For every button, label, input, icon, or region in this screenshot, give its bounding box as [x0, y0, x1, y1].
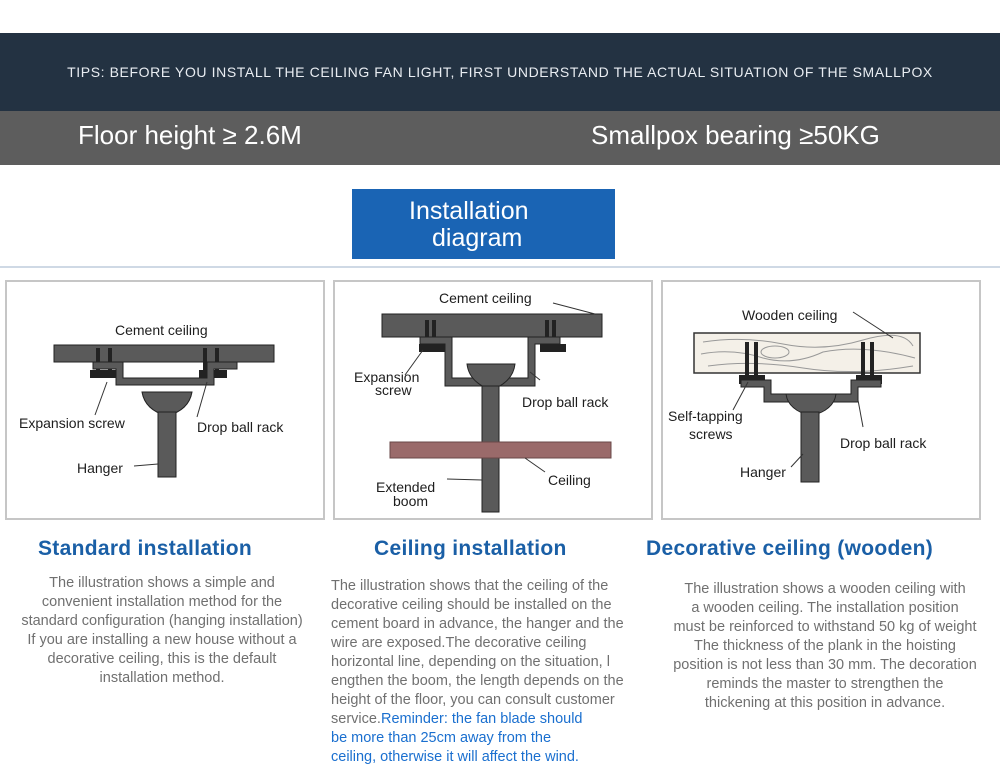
- leader-boom: [447, 479, 482, 480]
- desc-line: The illustration shows that the ceiling of the: [331, 578, 609, 594]
- cement-ceiling-slab: [54, 345, 274, 362]
- wooden-ceiling-description: [658, 580, 992, 713]
- ceiling-installation-diagram: [333, 280, 653, 520]
- desc-line: The illustration shows a simple and: [49, 575, 275, 591]
- requirements-bar: [0, 111, 1000, 165]
- leader-hanger: [134, 464, 158, 466]
- desc-line: wire are exposed.The decorative ceiling: [331, 635, 587, 651]
- top-margin: [0, 0, 1000, 33]
- desc-line: The thickness of the plank in the hoisting: [694, 638, 956, 654]
- expansion-screw-right: [203, 348, 207, 372]
- desc-line: If you are installing a new house without a: [27, 632, 297, 648]
- desc-line: installation method.: [99, 670, 225, 686]
- cement-ceiling-slab: [382, 314, 602, 337]
- wooden-ceiling-title: Decorative ceiling (wooden): [646, 537, 933, 560]
- tips-text: TIPS: BEFORE YOU INSTALL THE CEILING FAN LIGHT, FIRST UNDERSTAND THE ACTUAL SITUATION OF THE SMALLPOX: [67, 64, 933, 80]
- label-boom-line-1: Extended: [376, 479, 436, 495]
- desc-line: position is not less than 30 mm. The decoration: [673, 657, 977, 673]
- label-self-tapping-line-1: Self-tapping: [668, 408, 743, 424]
- desc-line: cement board in advance, the hanger and the: [331, 616, 624, 632]
- label-hanger: Hanger: [77, 460, 123, 476]
- desc-line: horizontal line, depending on the situation, l: [331, 654, 610, 670]
- ceiling-installation-title: Ceiling installation: [374, 537, 567, 560]
- desc-line: The illustration shows a wooden ceiling with: [684, 581, 966, 597]
- label-boom-line-2: boom: [393, 493, 429, 509]
- standard-installation-title: Standard installation: [38, 537, 252, 560]
- label-hanger: Hanger: [740, 464, 786, 480]
- leader-ceiling: [525, 458, 545, 472]
- label-drop-ball-rack: Drop ball rack: [522, 394, 609, 410]
- leader-drop: [197, 382, 207, 417]
- divider-line: [0, 266, 1000, 268]
- desc-line: height of the floor, you can consult customer: [331, 692, 615, 708]
- wooden-ceiling-diagram: [661, 280, 981, 520]
- bearing-requirement: Smallpox bearing ≥50KG: [591, 120, 880, 150]
- self-tapping-screw-left-2: [754, 342, 758, 380]
- self-tapping-screw-left: [745, 342, 749, 380]
- standard-installation-description: [2, 574, 322, 688]
- label-drop-ball-rack: Drop ball rack: [197, 419, 284, 435]
- label-expansion-line-2: screw: [375, 382, 412, 398]
- reminder-text: be more than 25cm away from the: [331, 730, 552, 746]
- label-expansion-line-1: Expansion: [354, 369, 420, 385]
- label-ceiling: Ceiling: [548, 472, 591, 488]
- tips-banner: [0, 33, 1000, 111]
- wooden-ceiling-plank: [694, 333, 920, 373]
- desc-line: a wooden ceiling. The installation position: [691, 600, 959, 616]
- installation-diagram-title: [352, 189, 615, 259]
- ceiling-installation-description: [331, 577, 661, 767]
- desc-line: decorative ceiling, this is the default: [47, 651, 277, 667]
- label-self-tapping-line-2: screws: [689, 426, 733, 442]
- self-tapping-screw-right: [861, 342, 865, 380]
- hanger-rod: [158, 412, 176, 477]
- leader-expansion: [95, 382, 107, 415]
- leader-cement: [553, 303, 595, 314]
- label-cement-ceiling: Cement ceiling: [115, 322, 208, 338]
- self-tapping-screw-right-2: [870, 342, 874, 380]
- desc-line: thickening at this position in advance.: [704, 695, 946, 711]
- reminder-text: Reminder: the fan blade should: [380, 711, 583, 727]
- screw-nut-right: [540, 344, 566, 352]
- screw-nut-left: [90, 370, 118, 378]
- desc-line: decorative ceiling should be installed on the: [331, 597, 612, 613]
- desc-line: reminds the master to strengthen the: [706, 676, 944, 692]
- title-line-2: diagram: [432, 224, 523, 252]
- floor-height-requirement: Floor height ≥ 2.6M: [78, 120, 302, 150]
- title-line-1: Installation: [409, 197, 529, 225]
- desc-line: must be reinforced to withstand 50 kg of weight: [673, 619, 977, 635]
- label-cement-ceiling: Cement ceiling: [439, 290, 532, 306]
- desc-line: convenient installation method for the: [41, 594, 283, 610]
- standard-installation-diagram: [5, 280, 325, 520]
- leader-drop: [858, 400, 863, 427]
- label-wooden-ceiling: Wooden ceiling: [742, 307, 838, 323]
- false-ceiling-board: [390, 442, 611, 458]
- desc-line: engthen the boom, the length depends on the: [331, 673, 624, 689]
- label-expansion-screw: Expansion screw: [19, 415, 125, 431]
- reminder-text: ceiling, otherwise it will affect the wind.: [331, 749, 579, 765]
- hanger-rod: [801, 412, 819, 482]
- desc-line-with-reminder: [331, 710, 661, 729]
- desc-lead: service.: [331, 711, 381, 727]
- desc-line: standard configuration (hanging installation): [21, 613, 303, 629]
- label-drop-ball-rack: Drop ball rack: [840, 435, 927, 451]
